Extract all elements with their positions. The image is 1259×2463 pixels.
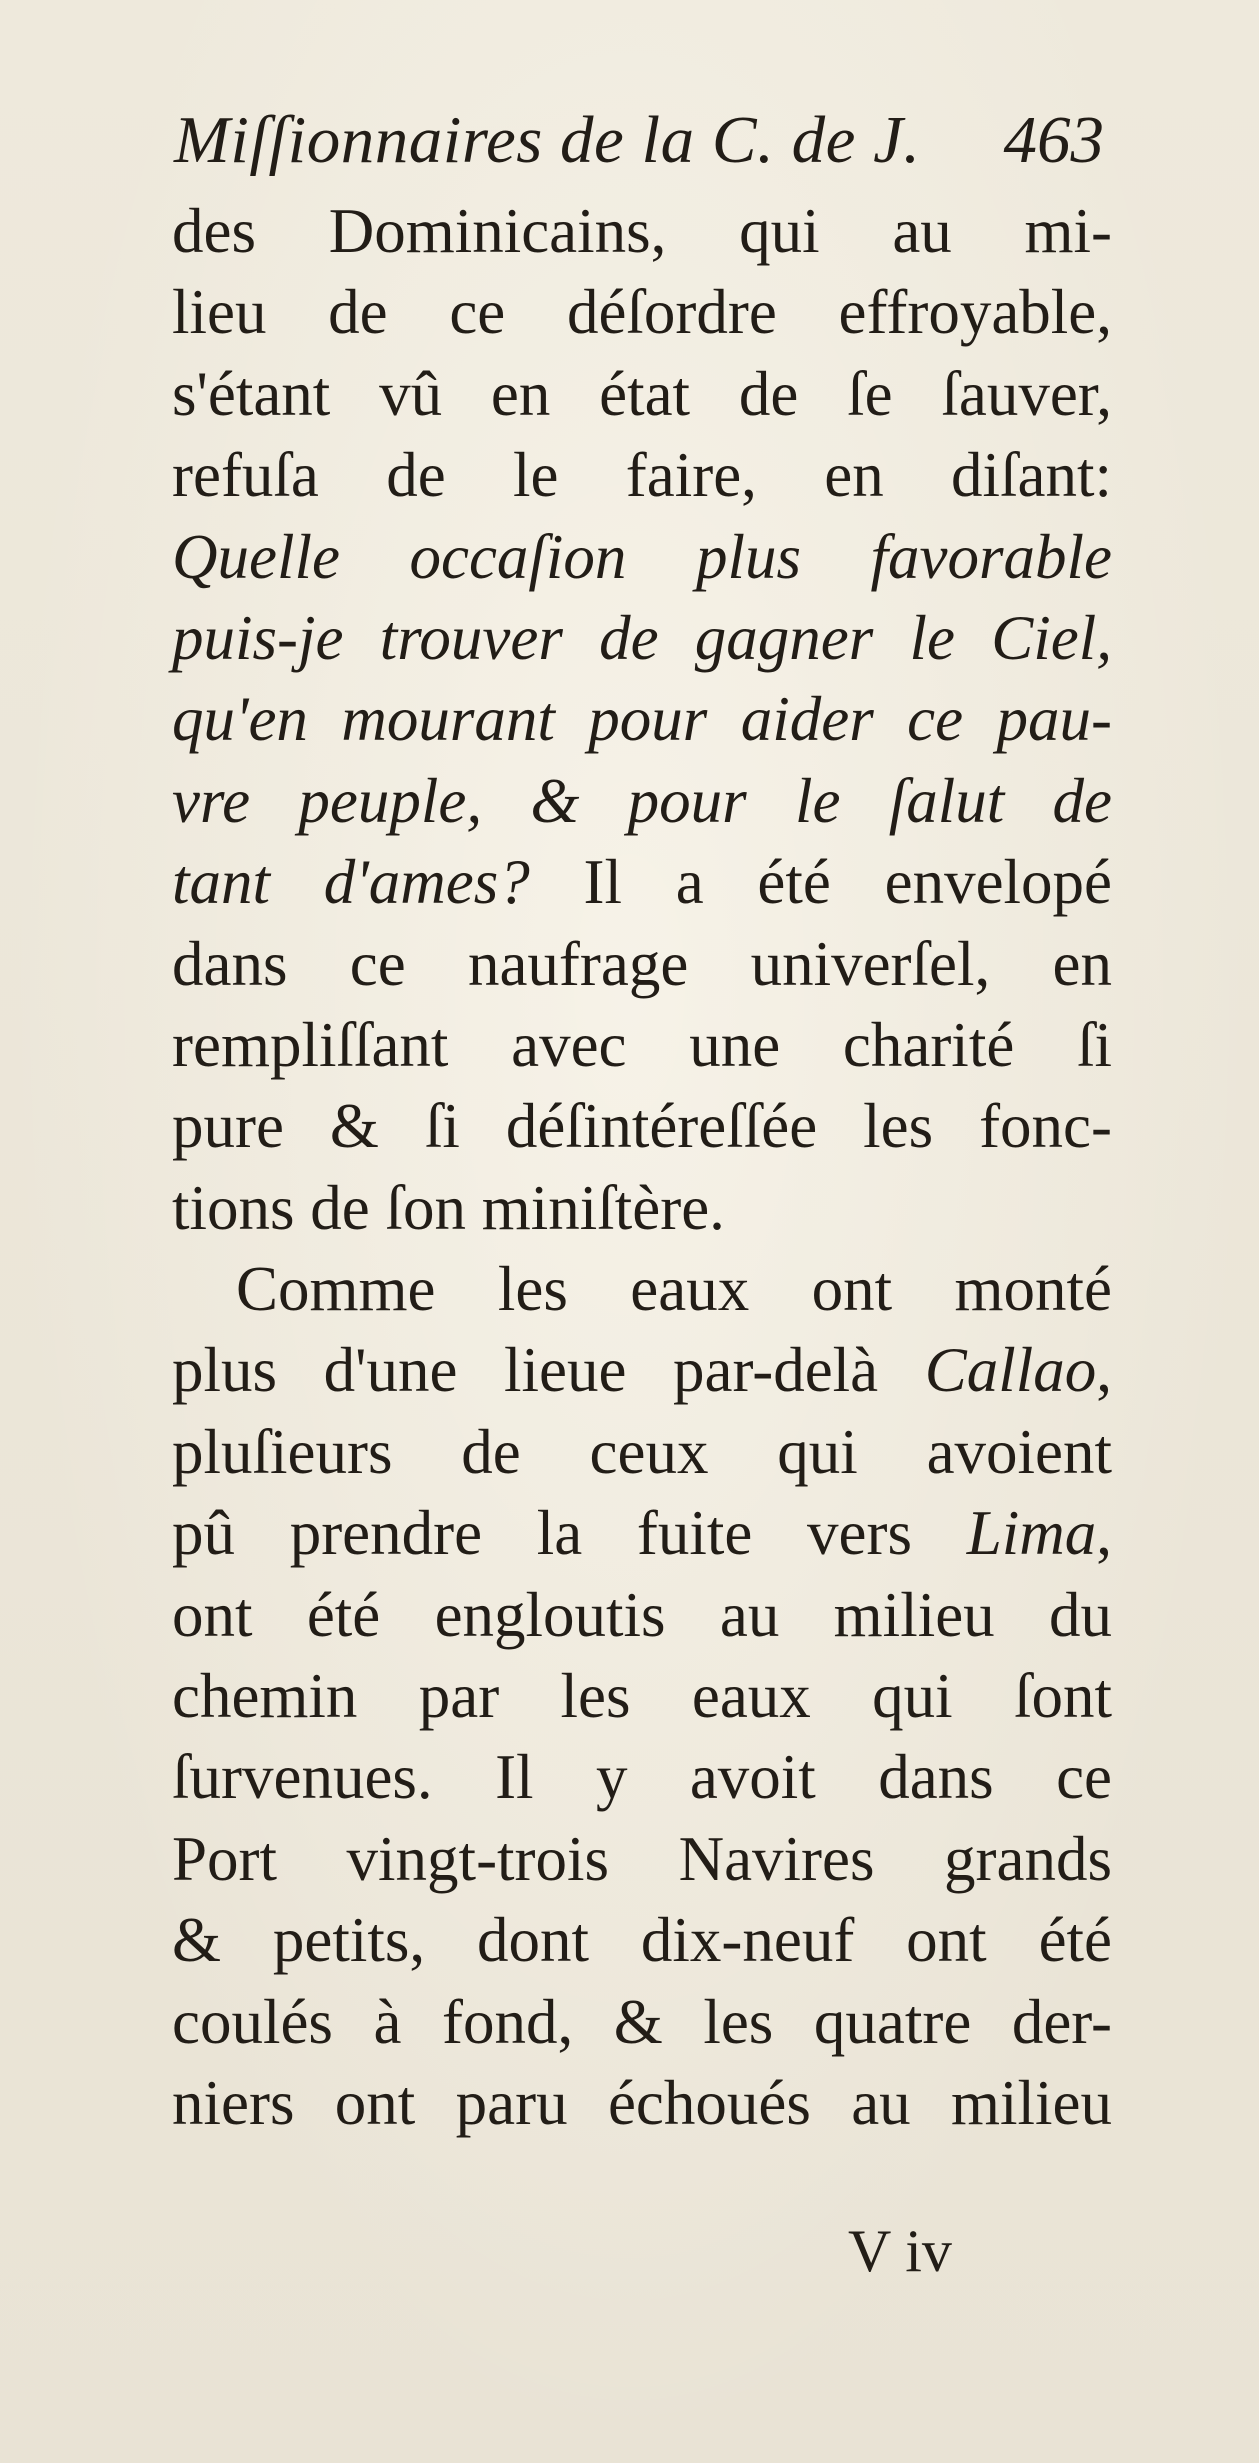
text-line — [172, 1819, 1112, 1900]
italic-text: Callao — [924, 1335, 1097, 1406]
text-line — [172, 1412, 1112, 1493]
text-line — [172, 1737, 1112, 1818]
text-line — [172, 924, 1112, 1005]
italic-text: qu'en mourant pour aider ce pau- — [172, 684, 1112, 755]
text-segment: & petits, dont dix-neuf ont été — [172, 1905, 1112, 1976]
text-line — [172, 1168, 1112, 1249]
italic-text: vre peuple, & pour le ſalut de — [172, 765, 1112, 836]
italic-text: tant d'ames? — [172, 847, 530, 918]
text-segment: plus d'une lieue par-delà — [172, 1335, 925, 1406]
text-segment: pluſieurs de ceux qui avoient — [172, 1416, 1112, 1487]
signature-mark: V iv — [848, 2218, 952, 2284]
text-line — [172, 1330, 1112, 1411]
text-segment: ont été engloutis au milieu du — [172, 1579, 1112, 1650]
text-segment: s'étant vû en état de ſe ſauver, — [172, 358, 1112, 429]
text-line — [172, 1493, 1112, 1574]
text-line — [172, 842, 1112, 923]
text-line — [172, 598, 1112, 679]
text-segment: dans ce naufrage univerſel, en — [172, 928, 1112, 999]
text-segment: rempliſſant avec une charité ſi — [172, 1009, 1112, 1080]
text-segment: lieu de ce déſordre effroyable, — [172, 277, 1112, 348]
text-line — [172, 354, 1112, 435]
text-segment: pû prendre la fuite vers — [172, 1498, 967, 1569]
text-segment: pure & ſi déſintéreſſée les fonc- — [172, 1091, 1112, 1162]
text-segment: Port vingt-trois Navires grands — [172, 1823, 1112, 1894]
text-segment: tions de ſon miniſtère. — [172, 1172, 725, 1243]
italic-text: Lima — [966, 1498, 1097, 1569]
text-line — [172, 1249, 1112, 1330]
italic-text: Quelle occaſion plus favorable — [172, 521, 1112, 592]
text-line — [172, 1575, 1112, 1656]
text-segment: Comme les eaux ont monté — [236, 1254, 1112, 1325]
italic-text: puis-je trouver de gagner le Ciel, — [172, 602, 1112, 673]
body-text — [172, 191, 1112, 2144]
text-segment: niers ont paru échoués au milieu — [172, 2067, 1112, 2138]
text-line — [172, 517, 1112, 598]
text-line — [172, 1656, 1112, 1737]
text-line — [172, 1005, 1112, 1086]
text-segment: des Dominicains, qui au mi- — [172, 196, 1112, 266]
text-line — [172, 679, 1112, 760]
text-segment: refuſa de le faire, en diſant: — [172, 440, 1112, 511]
text-segment: , — [1096, 1498, 1112, 1569]
running-head: Miſſionnaires de la C. de J. — [174, 103, 921, 177]
page-header — [174, 100, 1104, 180]
text-segment: , — [1096, 1335, 1112, 1406]
text-line — [172, 435, 1112, 516]
text-line — [172, 191, 1112, 272]
text-segment: coulés à fond, & les quatre der- — [172, 1986, 1112, 2057]
text-segment: ſurvenues. Il y avoit dans ce — [172, 1742, 1112, 1813]
page-number: 463 — [1003, 103, 1104, 177]
text-line — [172, 1900, 1112, 1981]
text-line — [172, 1086, 1112, 1167]
text-line — [172, 761, 1112, 842]
text-line — [172, 2063, 1112, 2144]
text-line — [172, 272, 1112, 353]
text-segment: chemin par les eaux qui ſont — [172, 1661, 1112, 1732]
text-segment: Il a été envelopé — [529, 847, 1112, 918]
text-line — [172, 1982, 1112, 2063]
